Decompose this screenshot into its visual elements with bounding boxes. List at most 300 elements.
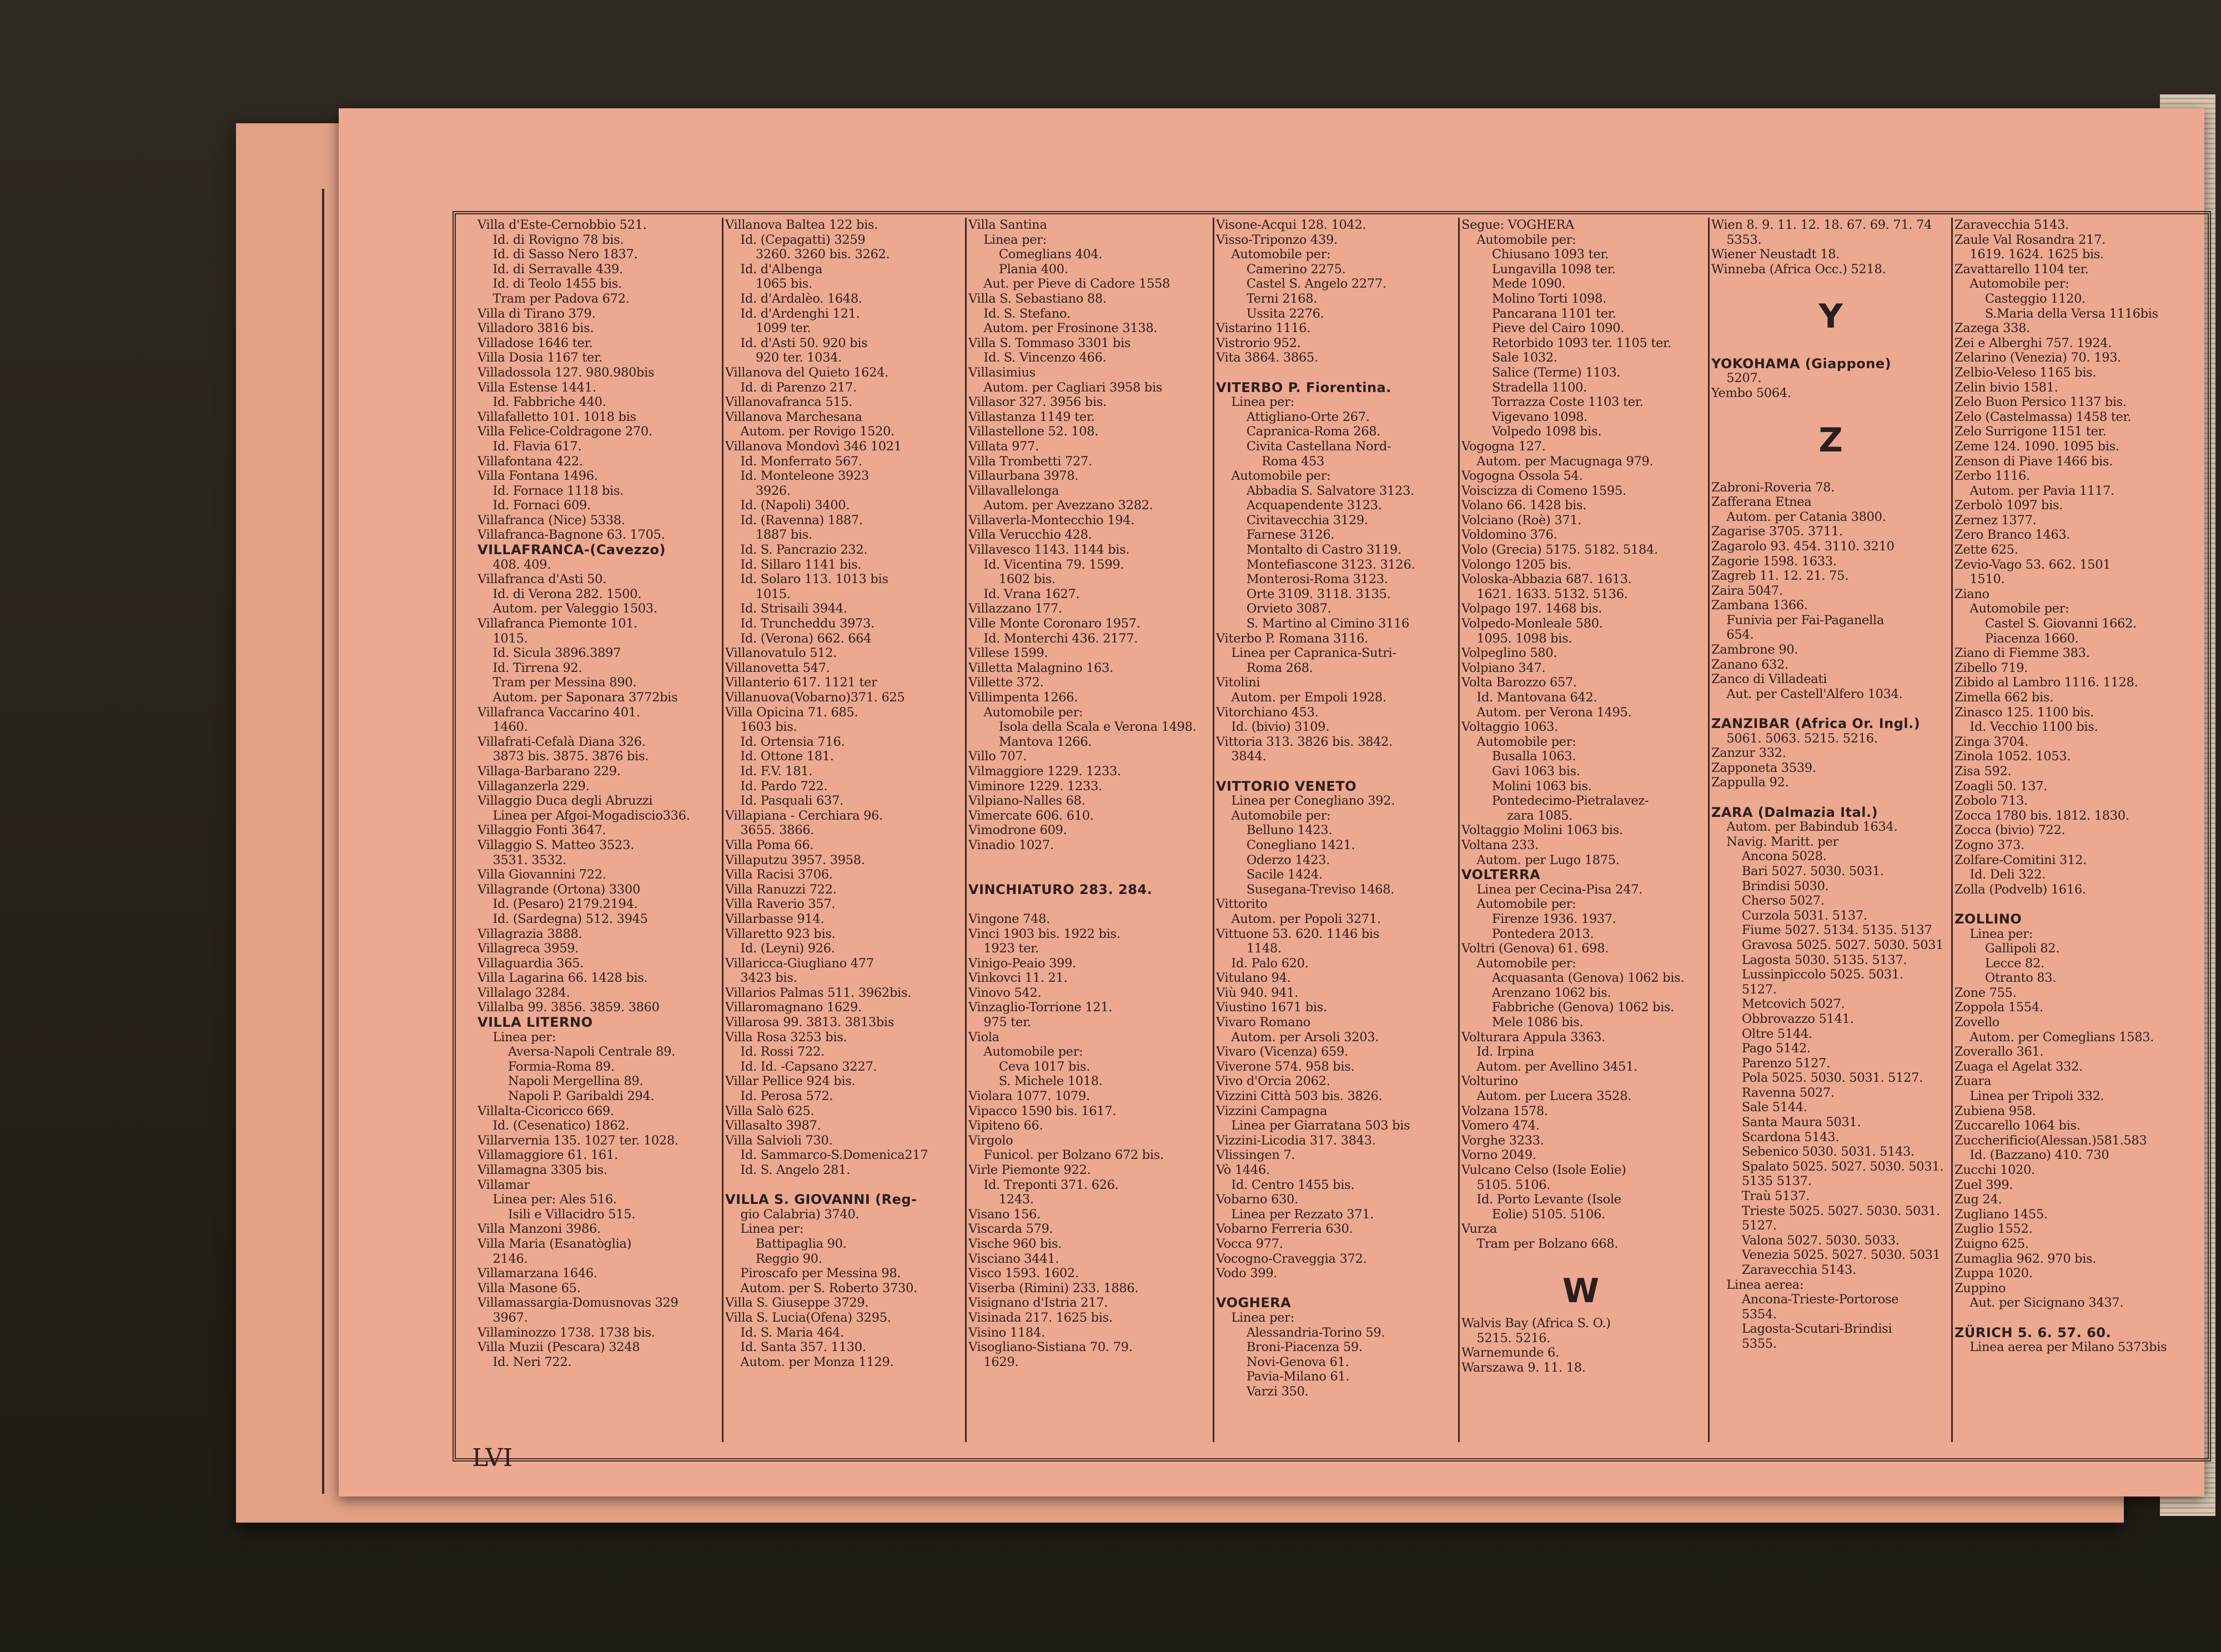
index-entry: Zazega 338. [1954, 321, 2030, 336]
index-entry: Venezia 5025. 5027. 5030. 5031 [1711, 1248, 1941, 1263]
index-entry: Montalto di Castro 3119. [1216, 543, 1401, 558]
index-entry: Vinzaglio-Torrione 121. [968, 1000, 1113, 1015]
index-entry: Gallipoli 82. [1954, 941, 2060, 956]
index-entry: Id. Ortensia 716. [725, 734, 845, 749]
index-entry: Winneba (Africa Occ.) 5218. [1711, 262, 1886, 277]
index-entry: 5105. 5106. [1461, 1177, 1551, 1192]
index-entry: 1099 ter. [725, 321, 811, 336]
index-entry: Busalla 1063. [1461, 749, 1576, 764]
index-entry: 5127. [1711, 1218, 1777, 1233]
index-entry: Reggio 90. [725, 1251, 822, 1266]
index-entry: Viverone 574. 958 bis. [1216, 1059, 1355, 1074]
index-entry: Sacile 1424. [1216, 867, 1323, 882]
index-entry [968, 867, 1207, 882]
index-entry: Vizzini-Licodia 317. 3843. [1216, 1133, 1376, 1148]
index-entry: Id. S. Maria 464. [725, 1325, 844, 1340]
index-entry: 408. 409. [478, 557, 551, 572]
index-entry: Id. Perosa 572. [725, 1089, 833, 1104]
index-entry: Villa Masone 65. [478, 1281, 581, 1296]
index-entry: Villafranca-Bagnone 63. 1705. [478, 528, 665, 543]
index-entry: Id. Porto Levante (Isole [1461, 1192, 1621, 1207]
index-entry: Autom. per Avezzano 3282. [968, 498, 1153, 513]
index-entry: Autom. per Macugnaga 979. [1461, 454, 1654, 469]
index-entry: Walvis Bay (Africa S. O.) [1461, 1316, 1611, 1331]
index-entry: Id. Vecchio 1100 bis. [1954, 720, 2098, 735]
index-entry: Id. d'Asti 50. 920 bis [725, 335, 868, 350]
index-entry: Autom. per Monza 1129. [725, 1354, 894, 1369]
index-entry: Parenzo 5127. [1711, 1056, 1830, 1071]
index-heading: VOGHERA [1216, 1295, 1292, 1311]
index-entry: 1095. 1098 bis. [1461, 631, 1572, 646]
index-entry: Trieste 5025. 5027. 5030. 5031. [1711, 1203, 1940, 1218]
index-entry: Autom. per Valeggio 1503. [478, 601, 657, 616]
index-column-3 [968, 218, 1207, 1439]
index-entry: Zagarolo 93. 454. 3110. 3210 [1711, 539, 1895, 554]
index-entry: Violara 1077. 1079. [968, 1089, 1090, 1104]
index-entry: Zanzur 332. [1711, 746, 1786, 761]
index-entry: Camerino 2275. [1216, 262, 1346, 277]
index-entry: Zagarise 3705. 3711. [1711, 524, 1843, 539]
index-entry: Volo (Grecia) 5175. 5182. 5184. [1461, 543, 1658, 558]
index-entry: Vipacco 1590 bis. 1617. [968, 1103, 1117, 1118]
index-entry: Vorghe 3233. [1461, 1133, 1544, 1148]
index-entry: 1015. [478, 631, 528, 646]
index-entry: Autom. per Cagliari 3958 bis [968, 380, 1163, 395]
index-entry: Villette 372. [968, 675, 1044, 690]
index-entry: Zug 24. [1954, 1192, 2002, 1207]
index-entry: Vilpiano-Nalles 68. [968, 794, 1086, 809]
index-entry: Villastanza 1149 ter. [968, 409, 1095, 424]
index-entry: Villamarzana 1646. [478, 1266, 597, 1281]
index-entry: Id. Palo 620. [1216, 956, 1309, 971]
index-entry: Zuglio 1552. [1954, 1222, 2033, 1237]
index-entry: Villaganzerla 229. [478, 779, 590, 794]
index-entry: Volpeglino 580. [1461, 646, 1557, 661]
index-entry: Villa Manzoni 3986. [478, 1222, 601, 1237]
index-entry: Id. S. Angelo 281. [725, 1163, 850, 1177]
index-entry: Viscarda 579. [968, 1222, 1053, 1237]
index-entry: Autom. per Arsoli 3203. [1216, 1030, 1379, 1045]
index-entry: Autom. per Verona 1495. [1461, 705, 1632, 720]
index-entry: Id. d'Ardenghi 121. [725, 306, 860, 321]
index-entry: Voldomino 376. [1461, 528, 1557, 543]
index-entry: Retorbido 1093 ter. 1105 ter. [1461, 335, 1671, 350]
index-entry: Gravosa 5025. 5027. 5030. 5031 [1711, 937, 1944, 952]
index-entry: 1619. 1624. 1625 bis. [1954, 247, 2104, 262]
index-entry: Villaverla-Montecchio 194. [968, 513, 1135, 528]
index-entry: Voltaggio Molini 1063 bis. [1461, 823, 1623, 838]
index-entry: Id. S. Pancrazio 232. [725, 543, 868, 558]
index-entry: Id. Treponti 371. 626. [968, 1177, 1119, 1192]
index-entry: Tram per Padova 672. [478, 291, 630, 306]
index-entry: 5207. [1711, 371, 1762, 386]
index-entry: Villarbasse 914. [725, 911, 825, 926]
index-entry: Castel S. Angelo 2277. [1216, 277, 1386, 292]
index-entry: Zinga 3704. [1954, 734, 2029, 749]
index-entry: 5355. [1711, 1336, 1777, 1351]
index-entry: Obbrovazzo 5141. [1711, 1011, 1854, 1026]
index-entry: Volpedo-Monleale 580. [1461, 616, 1603, 631]
index-entry [968, 853, 1207, 868]
index-entry: Fabbriche (Genova) 1062 bis. [1461, 1000, 1675, 1015]
index-entry: 5354. [1711, 1307, 1777, 1322]
index-entry [1711, 277, 1950, 292]
index-entry: Vimercate 606. 610. [968, 808, 1094, 823]
index-entry: Villaggio Duca degli Abruzzi [478, 794, 653, 809]
index-entry: Id. Deli 322. [1954, 867, 2046, 882]
index-entry: Autom. per Rovigo 1520. [725, 424, 895, 439]
index-entry: Automobile per: [1461, 897, 1576, 912]
index-entry: Autom. per Frosinone 3138. [968, 321, 1158, 336]
index-entry: Attigliano-Orte 267. [1216, 409, 1370, 424]
index-entry: Villaretto 923 bis. [725, 926, 836, 941]
index-entry: Volpago 197. 1468 bis. [1461, 601, 1602, 616]
index-entry: Villanovetta 547. [725, 660, 830, 675]
index-entry: Tram per Bolzano 668. [1461, 1236, 1619, 1251]
index-entry: Montefiascone 3123. 3126. [1216, 557, 1415, 572]
index-entry: Id. Fornaci 609. [478, 498, 591, 513]
index-entry: Zenson di Piave 1466 bis. [1954, 454, 2113, 469]
index-entry: Villanovatulo 512. [725, 646, 837, 661]
index-entry: Vocca 977. [1216, 1236, 1283, 1251]
index-entry: Villafranca (Nice) 5338. [478, 513, 625, 528]
index-entry: Zaravecchia 5143. [1711, 1263, 1856, 1277]
index-entry: Vinci 1903 bis. 1922 bis. [968, 926, 1120, 941]
index-entry: Villarosa 99. 3813. 3813bis [725, 1015, 895, 1030]
index-entry: Villavesco 1143. 1144 bis. [968, 543, 1130, 558]
index-entry: 1148. [1216, 941, 1282, 956]
index-entry: Volpedo 1098 bis. [1461, 424, 1602, 439]
index-entry: Villa Felice-Coldragone 270. [478, 424, 652, 439]
index-entry: Isili e Villacidro 515. [478, 1207, 636, 1222]
index-entry: Visone-Acqui 128. 1042. [1216, 218, 1366, 232]
index-entry: Ancona-Trieste-Portorose [1711, 1292, 1899, 1307]
index-heading: VILLA S. GIOVANNI (Reg- [725, 1192, 917, 1208]
index-entry: Vorno 2049. [1461, 1148, 1536, 1163]
index-column-7 [1954, 218, 2193, 1439]
index-entry: Id. di Sasso Nero 1837. [478, 247, 638, 262]
index-entry: 5135 5137. [1711, 1174, 1812, 1189]
index-entry: Vittuone 53. 620. 1146 bis [1216, 926, 1380, 941]
index-entry: 1603 bis. [725, 720, 797, 735]
index-entry: Villa di Tirano 379. [478, 306, 596, 321]
index-entry: Villa Salvioli 730. [725, 1133, 833, 1148]
index-entry: S. Michele 1018. [968, 1074, 1103, 1089]
index-entry: Villadose 1646 ter. [478, 335, 593, 350]
index-entry: Zubiena 958. [1954, 1103, 2036, 1118]
index-entry: Vilmaggiore 1229. 1233. [968, 764, 1121, 779]
index-entry: Id. (Bazzano) 410. 730 [1954, 1148, 2109, 1163]
index-entry: Id. di Verona 282. 1500. [478, 586, 642, 601]
index-entry: Villagrazia 3888. [478, 926, 582, 941]
index-entry: 5127. [1711, 982, 1777, 997]
index-entry: Id. S. Vincenzo 466. [968, 350, 1107, 365]
index-entry: Zelin bivio 1581. [1954, 380, 2058, 395]
index-entry: Zanano 632. [1711, 657, 1788, 672]
index-entry: Linea per: [478, 1030, 556, 1045]
index-entry: Comeglians 404. [968, 247, 1103, 262]
index-entry: Yembo 5064. [1711, 385, 1791, 400]
column-divider [1458, 218, 1460, 1442]
index-entry: Villaricca-Giugliano 477 [725, 956, 874, 971]
index-entry: Linea per Rezzato 371. [1216, 1207, 1374, 1222]
index-entry: Id. Irpina [1461, 1045, 1535, 1060]
index-entry: Id. (Leyni) 926. [725, 941, 835, 956]
index-entry: Id. Id. -Capsano 3227. [725, 1059, 877, 1074]
index-entry: Zei e Alberghi 757. 1924. [1954, 335, 2112, 350]
index-entry: Zelo Buon Persico 1137 bis. [1954, 395, 2127, 410]
index-entry: Vodo 399. [1216, 1266, 1278, 1281]
index-entry: Lagosta-Scutari-Brindisi [1711, 1322, 1892, 1337]
index-heading: VITTORIO VENETO [1216, 778, 1357, 794]
index-entry: Linea per: Ales 516. [478, 1192, 617, 1207]
index-entry: Acquasanta (Genova) 1062 bis. [1461, 971, 1685, 986]
index-entry: Villastellone 52. 108. [968, 424, 1099, 439]
index-entry: Orvieto 3087. [1216, 601, 1331, 616]
index-entry: Spalato 5025. 5027. 5030. 5031. [1711, 1159, 1944, 1174]
index-heading: ZARA (Dalmazia Ital.) [1711, 804, 1878, 820]
index-entry: Id. Pasquali 637. [725, 794, 843, 809]
index-entry [1711, 701, 1950, 716]
index-entry: Voltana 233. [1461, 837, 1539, 852]
index-entry: 5215. 5216. [1461, 1330, 1551, 1345]
index-entry: Voltaggio 1063. [1461, 720, 1558, 735]
index-entry: Linea aerea per Milano 5373bis [1954, 1340, 2167, 1355]
column-divider [722, 218, 723, 1442]
index-entry: Zuara [1954, 1074, 1992, 1089]
index-entry: Zuccherificio(Alessan.)581.583 [1954, 1133, 2147, 1148]
index-entry: Vinigo-Peaio 399. [968, 956, 1077, 971]
index-entry: Mantova 1266. [968, 734, 1092, 749]
index-entry: Zagreb 11. 12. 21. 75. [1711, 569, 1849, 584]
index-entry: Id. d'Ardalèo. 1648. [725, 291, 862, 306]
index-entry: Ville Monte Coronaro 1957. [968, 616, 1140, 631]
index-entry: Zolla (Podvelb) 1616. [1954, 882, 2086, 897]
index-entry: Villazzano 177. [968, 601, 1062, 616]
index-entry: Autom. per S. Roberto 3730. [725, 1281, 917, 1296]
index-entry: Zinola 1052. 1053. [1954, 749, 2071, 764]
index-entry: Navig. Maritt. per [1711, 834, 1838, 849]
index-entry: Voloska-Abbazia 687. 1613. [1461, 572, 1632, 587]
index-entry: Villetta Malagnino 163. [968, 660, 1113, 675]
index-entry: Zibello 719. [1954, 660, 2028, 675]
index-entry: Zette 625. [1954, 543, 2018, 558]
index-entry: Automobile per: [1954, 601, 2069, 616]
index-entry: 1460. [478, 720, 528, 735]
index-entry: Battipaglia 90. [725, 1236, 847, 1251]
index-entry: Warszawa 9. 11. 18. [1461, 1360, 1586, 1375]
index-heading: VINCHIATURO 283. 284. [968, 881, 1153, 897]
index-entry: Funicol. per Bolzano 672 bis. [968, 1148, 1164, 1163]
index-entry: Id. Flavia 617. [478, 439, 582, 454]
index-entry: Roma 268. [1216, 660, 1313, 675]
index-entry: Valona 5027. 5030. 5033. [1711, 1233, 1900, 1248]
index-entry [968, 897, 1207, 912]
index-entry: Villarios Palmas 511. 3962bis. [725, 985, 912, 1000]
index-entry: Monterosi-Roma 3123. [1216, 572, 1388, 587]
index-column-6 [1711, 218, 1950, 1439]
index-entry: Autom. per Catania 3800. [1711, 509, 1886, 524]
index-entry: Firenze 1936. 1937. [1461, 911, 1616, 926]
index-entry: Lagosta 5030. 5135. 5137. [1711, 952, 1907, 967]
index-entry: Villasimius [968, 365, 1036, 380]
index-heading: YOKOHAMA (Giappone) [1711, 355, 1892, 371]
index-entry [725, 1178, 964, 1193]
index-entry: Salice (Terme) 1103. [1461, 365, 1621, 380]
index-entry: Autom. per Lugo 1875. [1461, 852, 1620, 867]
index-entry: Volciano (Roè) 371. [1461, 513, 1582, 528]
index-entry: Otranto 83. [1954, 971, 2057, 986]
index-entry: Villanovafranca 515. [725, 395, 853, 410]
index-entry: Zovello [1954, 1015, 2000, 1030]
index-entry: Zisa 592. [1954, 764, 2012, 779]
index-entry: Zapponeta 3539. [1711, 760, 1816, 775]
index-entry: Alessandria-Torino 59. [1216, 1325, 1385, 1340]
index-entry: Zone 755. [1954, 985, 2017, 1000]
index-entry: Zuaga el Agelat 332. [1954, 1059, 2083, 1074]
column-divider [1708, 218, 1710, 1442]
index-entry: Id. Truncheddu 3973. [725, 616, 875, 631]
index-entry: Autom. per Pavia 1117. [1954, 483, 2114, 498]
index-entry: Villa Estense 1441. [478, 380, 596, 395]
index-entry: Villasor 327. 3956 bis. [968, 395, 1107, 410]
index-entry: 654. [1711, 627, 1754, 642]
index-entry: Broni-Piacenza 59. [1216, 1340, 1363, 1355]
index-entry: Zevio-Vago 53. 662. 1501 [1954, 557, 2111, 572]
index-entry: 3423 bis. [725, 971, 797, 986]
index-entry: Pola 5025. 5030. 5031. 5127. [1711, 1071, 1923, 1086]
index-entry: Villaggio S. Matteo 3523. [478, 837, 634, 852]
index-entry: Mede 1090. [1461, 277, 1566, 292]
index-entry: Villafranca Piemonte 101. [478, 616, 638, 631]
left-margin-rule [322, 189, 324, 1494]
index-entry: Villa Opicina 71. 685. [725, 705, 858, 720]
index-entry: Villanova del Quieto 1624. [725, 365, 889, 380]
index-entry: Id. di Rovigno 78 bis. [478, 232, 624, 247]
index-entry: Villaguardia 365. [478, 956, 584, 971]
index-entry: Zolfare-Comitini 312. [1954, 852, 2087, 867]
index-entry: Villaputzu 3957. 3958. [725, 852, 865, 867]
index-entry: Civitavecchia 3129. [1216, 513, 1368, 528]
index-entry: 1923 ter. [968, 941, 1039, 956]
index-entry: Viustino 1671 bis. [1216, 1000, 1327, 1015]
index-entry: Vivo d'Orcia 2062. [1216, 1074, 1330, 1089]
index-column-1 [478, 218, 716, 1439]
index-entry: Pieve del Cairo 1090. [1461, 321, 1625, 336]
index-entry: Visciano 3441. [968, 1251, 1059, 1266]
index-entry: Villa Maria (Esanatòglia) [478, 1236, 632, 1251]
index-entry: Villa Verucchio 428. [968, 528, 1092, 543]
index-entry: 3260. 3260 bis. 3262. [725, 247, 890, 262]
column-divider [1951, 218, 1953, 1442]
index-entry: Vlissingen 7. [1216, 1148, 1295, 1163]
index-entry: Automobile per: [968, 705, 1083, 720]
index-entry: 1621. 1633. 5132. 5136. [1461, 586, 1628, 601]
index-entry: Molini 1063 bis. [1461, 779, 1592, 794]
index-entry: Zero Branco 1463. [1954, 528, 2071, 543]
index-entry: Zucchi 1020. [1954, 1163, 2035, 1177]
index-entry: 1629. [968, 1354, 1019, 1369]
index-entry: Villalago 3284. [478, 985, 570, 1000]
index-entry: 1065 bis. [725, 277, 812, 292]
index-entry: Capranica-Roma 268. [1216, 424, 1381, 439]
index-entry: Vogogna 127. [1461, 439, 1546, 454]
index-entry: Villa Santina [968, 218, 1047, 232]
index-entry: Linea per Tripoli 332. [1954, 1089, 2104, 1104]
index-heading: VITERBO P. Fiorentina. [1216, 379, 1391, 395]
index-entry: Vizzini Campagna [1216, 1103, 1328, 1118]
index-entry: Zelo (Castelmassa) 1458 ter. [1954, 409, 2132, 424]
index-entry: Id. S. Stefano. [968, 306, 1071, 321]
index-entry: Id. (Ravenna) 1887. [725, 513, 863, 528]
index-entry: Villamar [478, 1177, 530, 1192]
index-entry: Sebenico 5030. 5031. 5143. [1711, 1144, 1915, 1159]
index-entry: Vittorito [1216, 897, 1268, 912]
index-heading: VOLTERRA [1461, 867, 1541, 883]
index-entry: Vimodrone 609. [968, 823, 1067, 838]
index-entry: Zuppa 1020. [1954, 1266, 2033, 1281]
index-entry: Abbadia S. Salvatore 3123. [1216, 483, 1414, 498]
index-entry: Wiener Neustadt 18. [1711, 247, 1840, 262]
index-entry: Villo 707. [968, 749, 1027, 764]
index-entry: Zuccarello 1064 bis. [1954, 1118, 2081, 1133]
index-entry: Vivaro (Vicenza) 659. [1216, 1045, 1348, 1060]
index-entry: Voiscizza di Comeno 1595. [1461, 483, 1626, 498]
index-entry: Id. Rossi 722. [725, 1045, 825, 1060]
index-entry: Curzola 5031. 5137. [1711, 908, 1867, 923]
index-entry: Id. Fabbriche 440. [478, 395, 606, 410]
index-entry: Vizzini Città 503 bis. 3826. [1216, 1089, 1383, 1104]
index-entry: Id. (Cesenatico) 1862. [478, 1118, 630, 1133]
index-entry: Villa Racisi 3706. [725, 867, 833, 882]
index-entry: Zelbio-Veleso 1165 bis. [1954, 365, 2097, 380]
index-entry: Linea per Cecina-Pisa 247. [1461, 882, 1643, 897]
index-entry: Zaravecchia 5143. [1954, 218, 2069, 232]
index-entry: Villafrati-Cefalà Diana 326. [478, 734, 646, 749]
index-entry: Villata 977. [968, 439, 1039, 454]
index-entry: Automobile per: [1461, 956, 1576, 971]
index-entry: Id. Pardo 722. [725, 779, 828, 794]
index-entry: Susegana-Treviso 1468. [1216, 882, 1395, 897]
index-entry: S.Maria della Versa 1116bis [1954, 306, 2158, 321]
index-entry: Zoverallo 361. [1954, 1045, 2044, 1060]
index-entry: Villa S. Giuseppe 3729. [725, 1296, 869, 1310]
index-entry: Id. Sillaro 1141 bis. [725, 557, 862, 572]
index-entry: Belluno 1423. [1216, 823, 1333, 838]
index-entry [1954, 897, 2193, 912]
index-entry: Villanova Mondovì 346 1021 [725, 439, 902, 454]
index-entry: 1015. [725, 586, 791, 601]
index-entry: Id. di Parenzo 217. [725, 380, 857, 395]
index-entry: Vivaro Romano [1216, 1015, 1311, 1030]
index-entry: Vò 1446. [1216, 1163, 1270, 1177]
index-entry: Visco 1593. 1602. [968, 1266, 1079, 1281]
index-column-2 [725, 218, 964, 1439]
index-entry: Conegliano 1421. [1216, 837, 1355, 852]
index-entry: Sale 5144. [1711, 1100, 1807, 1115]
index-entry: Id. Tirrena 92. [478, 660, 582, 675]
column-divider [1213, 218, 1214, 1442]
index-entry: Molino Torti 1098. [1461, 291, 1606, 306]
index-entry: Zuppino [1954, 1281, 2006, 1296]
index-entry: Zaule Val Rosandra 217. [1954, 232, 2106, 247]
index-entry: Visogliano-Sistiana 70. 79. [968, 1340, 1133, 1355]
index-entry: Id. di Serravalle 439. [478, 262, 623, 277]
index-entry: Ziano di Fiemme 383. [1954, 646, 2090, 661]
index-entry: 5061. 5063. 5215. 5216. [1711, 731, 1878, 746]
index-entry: Plania 400. [968, 262, 1068, 277]
index-entry: Zelo Surrigone 1151 ter. [1954, 424, 2107, 439]
